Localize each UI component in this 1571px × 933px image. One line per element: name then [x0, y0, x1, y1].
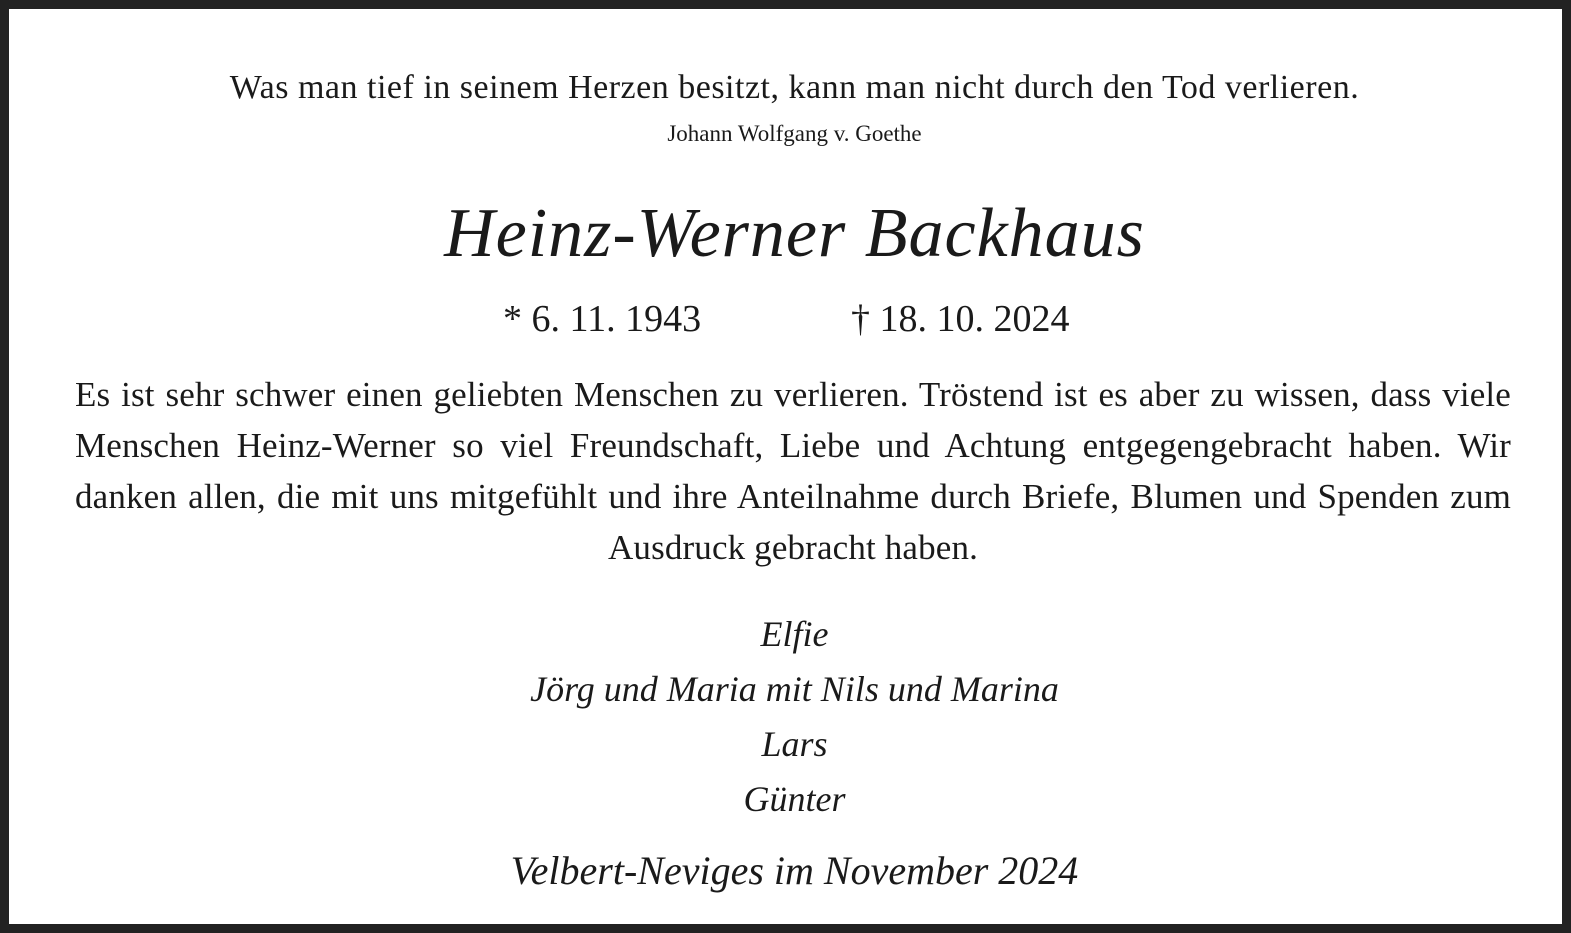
deceased-name: Heinz-Werner Backhaus: [444, 195, 1145, 272]
quote-text: Was man tief in seinem Herzen besitzt, kann man nicht durch den Tod verlieren.: [229, 69, 1360, 106]
signer: Lars: [761, 724, 828, 764]
signer: Günter: [743, 779, 846, 819]
signer: Elfie: [760, 614, 829, 654]
quote-author: Johann Wolfgang v. Goethe: [667, 121, 922, 146]
birth-date: * 6. 11. 1943: [503, 298, 702, 340]
thank-you-message: Es ist sehr schwer einen geliebten Menschen zu verlieren. Tröstend ist es aber zu wissen, dass viele Menschen Heinz-Werner so viel Freundschaft, Liebe und Achtung entgegengebracht haben. Wir danken allen, die mit uns mitgefühlt und ihre Anteilnahme durch Briefe, Blumen und Spenden zum Ausdruck gebracht haben.: [75, 375, 1511, 567]
death-date: † 18. 10. 2024: [851, 298, 1070, 340]
signers-list: [9, 607, 1571, 827]
signer: Jörg und Maria mit Nils und Marina: [530, 669, 1059, 709]
place-and-date: Velbert-Neviges im November 2024: [510, 848, 1079, 893]
